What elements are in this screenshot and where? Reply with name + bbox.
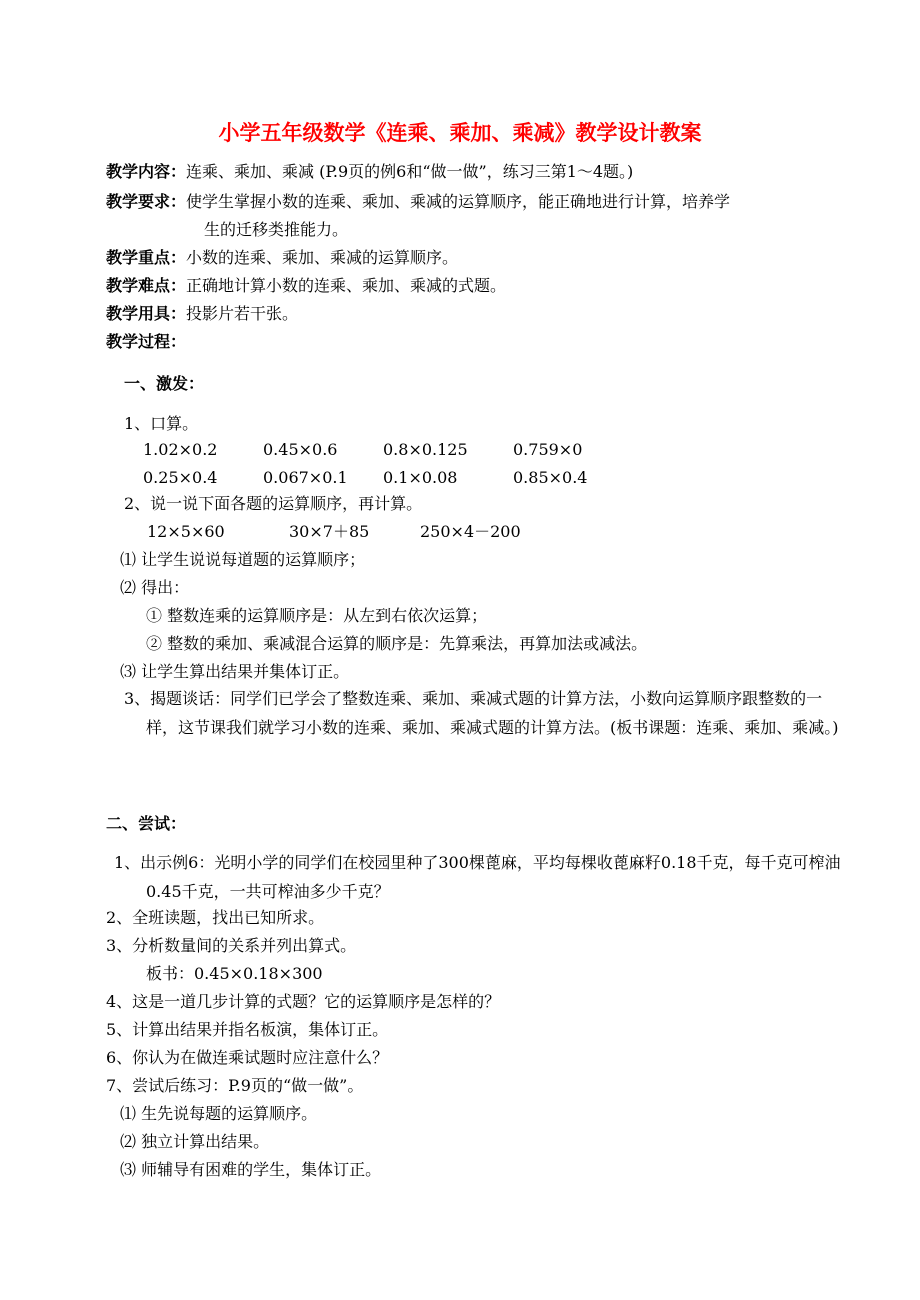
expression: 30×7＋85 xyxy=(289,522,370,541)
calc-item: 0.759×0 xyxy=(513,440,583,459)
section2-item5: 5、计算出结果并指名板演，集体订正。 xyxy=(106,1020,389,1039)
section2-item7: 7、尝试后练习：P.9页的“做一做”。 xyxy=(106,1076,364,1095)
calc-item: 0.067×0.1 xyxy=(263,468,348,487)
info-requirement: 教学要求：使学生掌握小数的连乘、乘加、乘减的运算顺序，能正确地进行计算，培养学 xyxy=(106,192,731,211)
section1-item3: 3、揭题谈话：同学们已学会了整数连乘、乘加、乘减式题的计算方法，小数向运算顺序跟整数的一样，这节课我们就学习小数的连乘、乘加、乘减式题的计算方法。(板书课题：连乘、乘加、乘减。) xyxy=(124,689,839,737)
expression: 250×4－200 xyxy=(420,522,521,541)
calc-item: 0.1×0.08 xyxy=(383,468,458,487)
calc-item: 0.85×0.4 xyxy=(513,468,588,487)
section2-sub3: ⑶ 师辅导有困难的学生，集体订正。 xyxy=(120,1160,382,1179)
info-content: 教学内容：连乘、乘加、乘减 (P.9页的例6和“做一做”，练习三第1～4题。) xyxy=(106,162,634,181)
info-key-point: 教学重点：小数的连乘、乘加、乘减的运算顺序。 xyxy=(106,248,459,267)
section1-sub3: ⑶ 让学生算出结果并集体订正。 xyxy=(120,662,350,681)
info-tools: 教学用具：投影片若干张。 xyxy=(106,304,299,323)
info-text: 小数的连乘、乘加、乘减的运算顺序。 xyxy=(186,248,459,267)
info-label: 教学要求 xyxy=(106,192,171,211)
section2-item6: 6、你认为在做连乘试题时应注意什么？ xyxy=(106,1048,389,1067)
info-text: 投影片若干张。 xyxy=(186,304,299,323)
section2-item4: 4、这是一道几步计算的式题？它的运算顺序是怎样的？ xyxy=(106,992,501,1011)
info-text: 使学生掌握小数的连乘、乘加、乘减的运算顺序，能正确地进行计算，培养学 xyxy=(186,192,731,211)
section1-sub1: ⑴ 让学生说说每道题的运算顺序； xyxy=(120,550,366,569)
info-requirement-cont: 生的迁移类推能力。 xyxy=(204,220,349,239)
info-label: 教学重点 xyxy=(106,248,171,267)
section1-item1: 1、口算。 xyxy=(124,414,199,433)
section1-circ1: ① 整数连乘的运算顺序是：从左到右依次运算； xyxy=(146,606,488,625)
section2-heading: 二、尝试： xyxy=(106,814,187,833)
expression: 12×5×60 xyxy=(147,522,225,541)
info-text: 连乘、乘加、乘减 (P.9页的例6和“做一做”，练习三第1～4题。) xyxy=(186,162,634,181)
info-label: 教学用具 xyxy=(106,304,171,323)
info-difficulty: 教学难点：正确地计算小数的连乘、乘加、乘减的式题。 xyxy=(106,276,507,295)
calc-item: 0.8×0.125 xyxy=(383,440,468,459)
section2-item2: 2、全班读题，找出已知所求。 xyxy=(106,908,325,927)
section2-sub2: ⑵ 独立计算出结果。 xyxy=(120,1132,270,1151)
section2-item3: 3、分析数量间的关系并列出算式。 xyxy=(106,936,357,955)
section2-item1: 1、出示例6：光明小学的同学们在校园里种了300棵蓖麻，平均每棵收蓖麻籽0.18千克，每千克可榨油0.45千克，一共可榨油多少千克？ xyxy=(114,853,841,901)
section1-heading: 一、激发： xyxy=(124,374,205,393)
document-title: 小学五年级数学《连乘、乘加、乘减》教学设计教案 xyxy=(218,121,702,145)
section1-item2: 2、说一说下面各题的运算顺序，再计算。 xyxy=(124,494,423,513)
info-label: 教学过程 xyxy=(106,332,171,351)
section2-board: 板书：0.45×0.18×300 xyxy=(146,964,323,983)
section1-sub2: ⑵ 得出： xyxy=(120,578,190,597)
calc-item: 0.45×0.6 xyxy=(263,440,338,459)
calc-item: 1.02×0.2 xyxy=(143,440,218,459)
info-text: 正确地计算小数的连乘、乘加、乘减的式题。 xyxy=(186,276,507,295)
section2-sub1: ⑴ 生先说每题的运算顺序。 xyxy=(120,1104,318,1123)
info-label: 教学内容 xyxy=(106,162,171,181)
info-process: 教学过程： xyxy=(106,332,187,351)
info-label: 教学难点 xyxy=(106,276,171,295)
section1-circ2: ② 整数的乘加、乘减混合运算的顺序是：先算乘法，再算加法或减法。 xyxy=(146,634,648,653)
calc-item: 0.25×0.4 xyxy=(143,468,218,487)
